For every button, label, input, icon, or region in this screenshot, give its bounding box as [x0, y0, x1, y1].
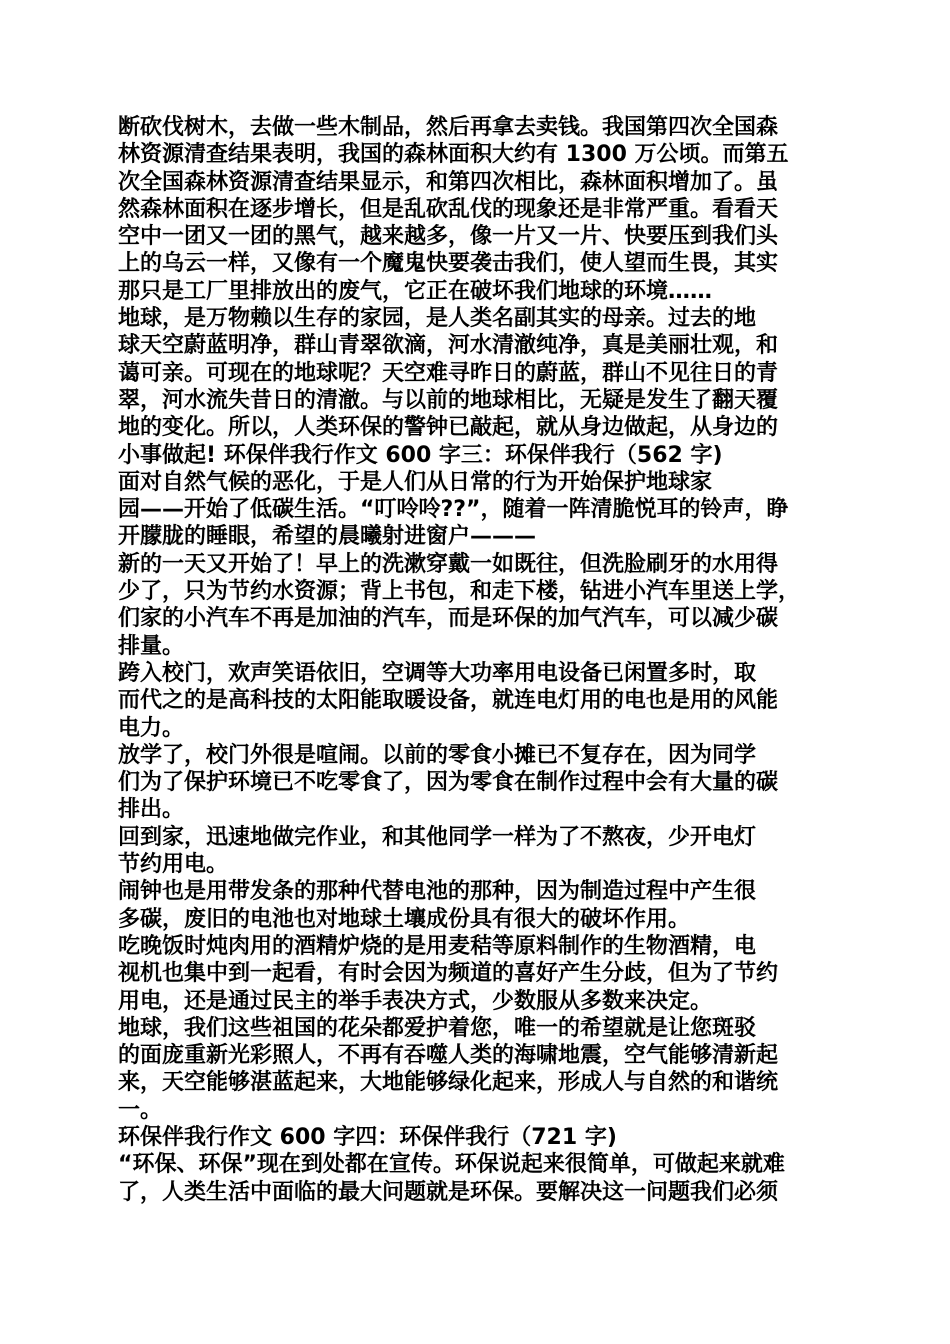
text-line: 们家的小汽车不再是加油的汽车，而是环保的加气汽车，可以减少碳	[118, 606, 779, 632]
text-line: 了，人类生活中面临的最大问题就是环保。要解决这一问题我们必须	[118, 1179, 779, 1205]
text-line: 园——开始了低碳生活。“叮呤呤??”，随着一阵清脆悦耳的铃声，睁	[118, 497, 789, 523]
text-line: 节约用电。	[118, 852, 229, 878]
text-line: 电力。	[118, 715, 185, 741]
text-line: 次全国森林资源清查结果显示，和第四次相比，森林面积增加了。虽	[118, 169, 779, 195]
text-line: 吃晚饭时炖肉用的酒精炉烧的是用麦秸等原料制作的生物酒精，电	[118, 933, 757, 959]
text-line: 放学了，校门外很是喧闹。以前的零食小摊已不复存在，因为同学	[118, 742, 757, 768]
text-line: 多碳，废旧的电池也对地球土壤成份具有很大的破坏作用。	[118, 906, 691, 932]
text-line: 球天空蔚蓝明净，群山青翠欲滴，河水清澈纯净，真是美丽壮观，和	[118, 333, 779, 359]
text-line: 蔼可亲。可现在的地球呢？天空难寻昨日的蔚蓝，群山不见往日的青	[118, 360, 779, 386]
text-line: 少了，只为节约水资源；背上书包，和走下楼，钻进小汽车里送上学，	[118, 579, 801, 605]
text-line: “环保、环保”现在到处都在宣传。环保说起来很简单，可做起来就难	[118, 1152, 785, 1178]
text-line: 面对自然气候的恶化，于是人们从日常的行为开始保护地球家	[118, 469, 713, 495]
text-line: 然森林面积在逐步增长，但是乱砍乱伐的现象还是非常严重。看看天	[118, 196, 779, 222]
text-line: 一。	[118, 1097, 163, 1123]
text-line: 闹钟也是用带发条的那种代替电池的那种，因为制造过程中产生很	[118, 879, 757, 905]
text-line: 地球，是万物赖以生存的家园，是人类名副其实的母亲。过去的地	[118, 306, 757, 332]
text-line: 翠，河水流失昔日的清澈。与以前的地球相比，无疑是发生了翻天覆	[118, 387, 779, 413]
text-line: 跨入校门，欢声笑语依旧，空调等大功率用电设备已闲置多时，取	[118, 660, 757, 686]
text-line: 空中一团又一团的黑气，越来越多，像一片又一片、快要压到我们头	[118, 224, 779, 250]
text-line: 断砍伐树木，去做一些木制品，然后再拿去卖钱。我国第四次全国森	[118, 115, 779, 140]
text-line: 排出。	[118, 797, 185, 823]
text-line: 新的一天又开始了！早上的洗漱穿戴一如既往，但洗脸刷牙的水用得	[118, 551, 779, 577]
text-line: 来，天空能够湛蓝起来，大地能够绿化起来，形成人与自然的和谐统	[118, 1070, 779, 1096]
text-line: 上的乌云一样，又像有一个魔鬼快要袭击我们，使人望而生畏，其实	[118, 251, 779, 277]
text-line: 的面庞重新光彩照人，不再有吞噬人类的海啸地震，空气能够清新起	[118, 1043, 779, 1069]
text-line: 们为了保护环境已不吃零食了，因为零食在制作过程中会有大量的碳	[118, 770, 779, 796]
text-line: 地的变化。所以，人类环保的警钟已敲起，就从身边做起，从身边的	[118, 415, 779, 441]
text-line: 用电，还是通过民主的举手表决方式，少数服从多数来决定。	[118, 988, 713, 1014]
text-line: 开朦胧的睡眼，希望的晨曦射进窗户———	[118, 524, 537, 550]
document-body	[118, 114, 840, 1206]
text-line: 那只是工厂里排放出的废气，它正在破坏我们地球的环境……	[118, 278, 713, 304]
text-line: 林资源清查结果表明，我国的森林面积大约有 1300 万公顷。而第五	[118, 142, 789, 168]
text-line: 视机也集中到一起看，有时会因为频道的喜好产生分歧，但为了节约	[118, 961, 779, 987]
text-line: 而代之的是高科技的太阳能取暖设备，就连电灯用的电也是用的风能	[118, 688, 779, 714]
text-line: 环保伴我行作文 600 字四：环保伴我行（721 字)	[118, 1124, 617, 1150]
text-line: 排量。	[118, 633, 185, 659]
text-line: 地球，我们这些祖国的花朵都爱护着您，唯一的希望就是让您斑驳	[118, 1015, 757, 1041]
text-line: 回到家，迅速地做完作业，和其他同学一样为了不熬夜，少开电灯	[118, 824, 757, 850]
text-line: 小事做起! 环保伴我行作文 600 字三：环保伴我行（562 字)	[118, 442, 723, 468]
